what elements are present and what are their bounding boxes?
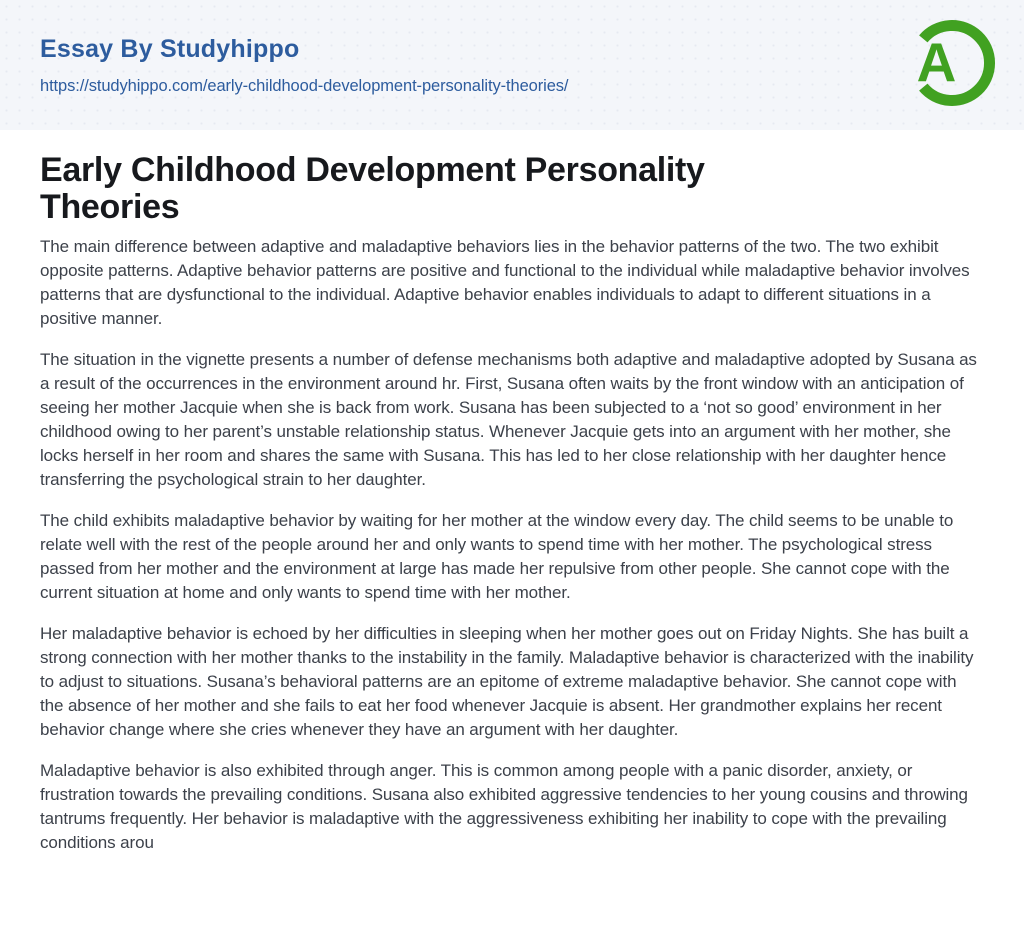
essay-paragraph-4: Her maladaptive behavior is echoed by her difficulties in sleeping when her mother goes out on Friday Nights. She has built a strong connection with her mother thanks to the instability in the family. Maladaptive behavior is characterized with the inability to adjust to situations. Susana’s behavioral patterns are an epitome of extreme maladaptive behavior. She cannot cope with the absence of her mother and she fails to eat her food whenever Jacquie is absent. Her grandmother explains her recent behavior change where she cries whenever they have an argument with her daughter. — [40, 624, 974, 739]
header — [0, 0, 1024, 130]
essay-url-link[interactable]: https://studyhippo.com/early-childhood-development-personality-theories/ — [40, 76, 569, 95]
essay-paragraph-3: The child exhibits maladaptive behavior by waiting for her mother at the window every day. The child seems to be unable to relate well with the rest of the people around her and only wants to spend time with her mother. The psychological stress passed from her mother and the environment at large has made her repulsive from other people. She cannot cope with the current situation at home and only wants to spend time with her mother. — [40, 511, 954, 602]
page-title — [40, 152, 984, 226]
studyhippo-logo-icon — [908, 19, 996, 107]
header-text — [40, 35, 568, 96]
page-title-line-1: Early Childhood Development Personality — [40, 151, 705, 189]
essay-content — [0, 130, 1024, 855]
logo-letter: A — [916, 31, 957, 93]
essay-paragraph-5: Maladaptive behavior is also exhibited through anger. This is common among people with a panic disorder, anxiety, or frustration towards the prevailing conditions. Susana also exhibited aggressive tendencies to her young cousins and throwing tantrums frequently. Her behavior is maladaptive with the aggressiveness exhibiting her inability to cope with the prevailing conditions arou — [40, 761, 968, 852]
site-title: Essay By Studyhippo — [40, 34, 300, 63]
essay-paragraph-1: The main difference between adaptive and maladaptive behaviors lies in the behavior patterns of the two. The two exhibit opposite patterns. Adaptive behavior patterns are positive and functional to the individual while maladaptive behavior involves patterns that are dysfunctional to the individual. Adaptive behavior enables individuals to adapt to different situations in a positive manner. — [40, 237, 970, 328]
page-title-line-2: Theories — [40, 188, 180, 226]
essay-paragraph-2: The situation in the vignette presents a number of defense mechanisms both adaptive and maladaptive adopted by Susana as a result of the occurrences in the environment around hr. First, Susana often waits by the front window with an anticipation of seeing her mother Jacquie when she is back from work. Susana has been subjected to a ‘not so good’ environment in her childhood owing to her parent’s unstable relationship status. Whenever Jacquie gets into an argument with her mother, she locks herself in her room and shares the same with Susana. This has led to her close relationship with her daughter hence transferring the psychological strain to her daughter. — [40, 350, 977, 489]
